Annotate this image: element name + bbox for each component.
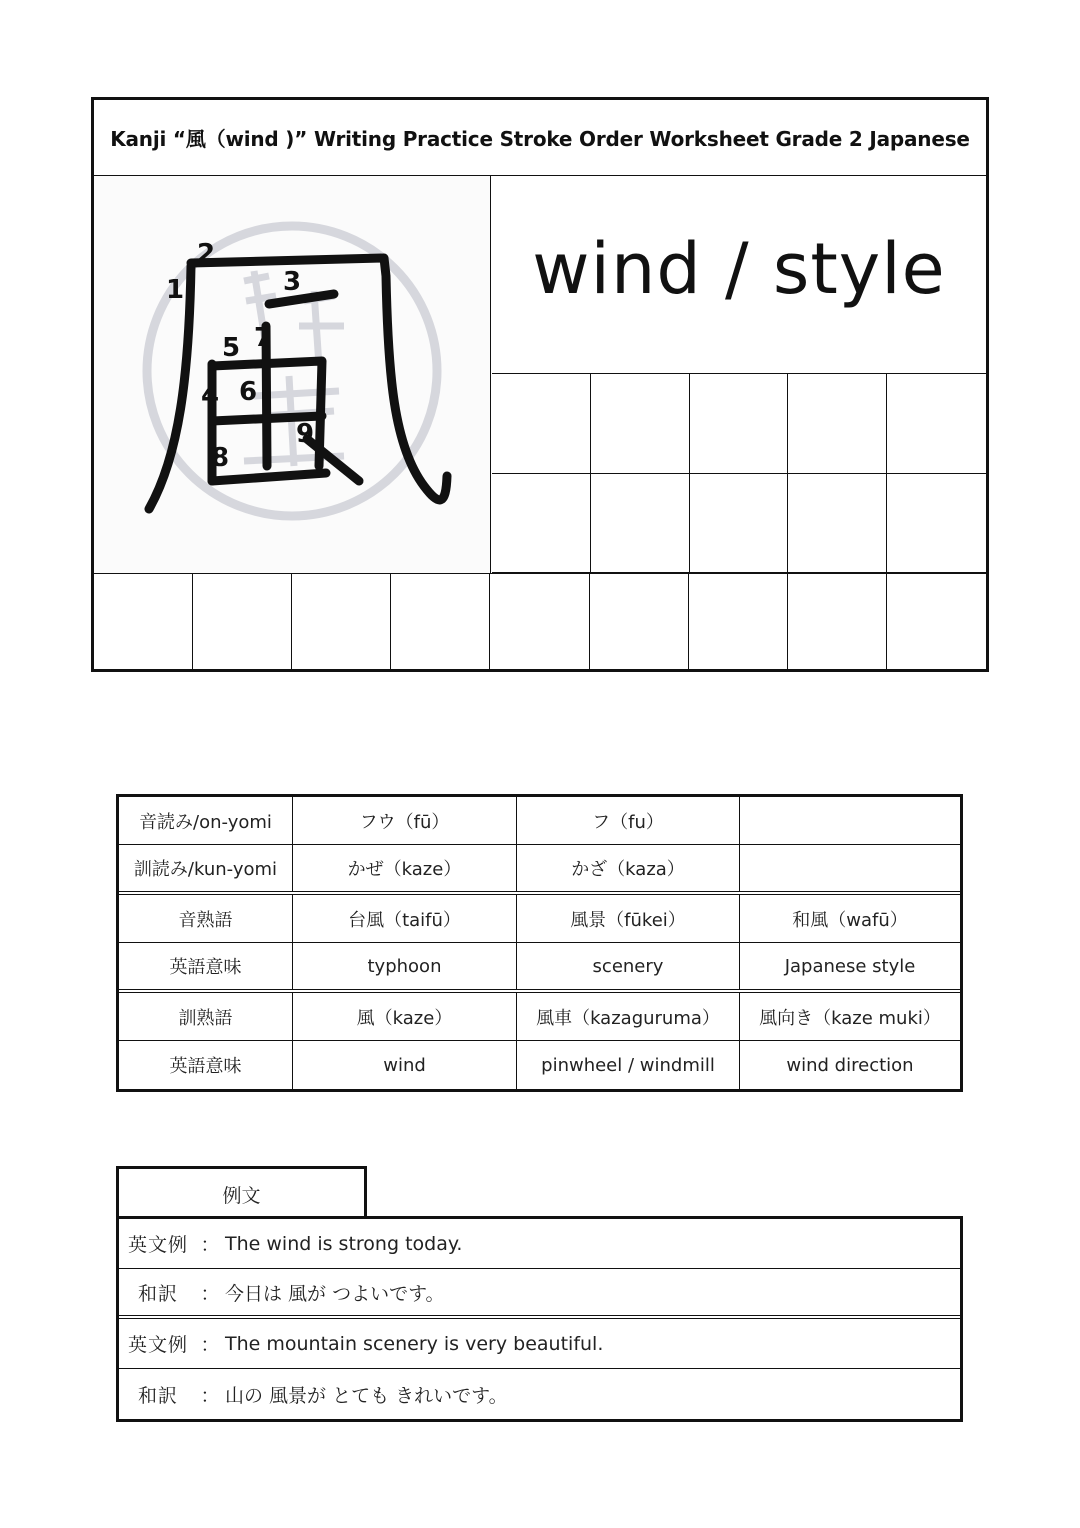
table-cell: scenery (517, 943, 740, 989)
examples-tab: 例文 (116, 1166, 367, 1219)
kanji-meaning: wind / style (532, 227, 946, 310)
practice-cell (490, 574, 589, 669)
example-label: 和訳 (137, 1384, 178, 1407)
example-text: The wind is strong today. (225, 1232, 463, 1255)
table-row (119, 943, 960, 993)
row-label: 音熟語 (119, 895, 293, 942)
practice-cell (292, 574, 391, 669)
practice-cell (887, 474, 986, 574)
example-text: The mountain scenery is very beautiful. (225, 1332, 604, 1355)
worksheet-box (91, 97, 989, 672)
stroke-number: 4 (201, 381, 220, 411)
example-colon: ： (200, 1234, 220, 1256)
table-cell: typhoon (293, 943, 517, 989)
table-cell: かぜ（kaze） (293, 845, 517, 891)
stroke-number: 6 (239, 377, 258, 407)
table-cell (740, 797, 960, 844)
example-label: 和訳 (137, 1282, 178, 1305)
stroke-number: 7 (254, 323, 273, 353)
practice-cell (94, 574, 193, 669)
table-row (119, 1041, 960, 1089)
examples-table (116, 1216, 963, 1422)
practice-cell (689, 574, 788, 669)
table-row (119, 797, 960, 845)
kanji-stroke-order-panel (94, 176, 491, 573)
practice-cell (887, 574, 986, 669)
table-cell: 風向き（kaze muki） (759, 1007, 941, 1029)
table-cell: 風車（kazaguruma） (517, 993, 740, 1040)
row-label: 英語意味 (119, 943, 293, 989)
example-label: 英文例 (127, 1234, 188, 1256)
table-cell: かざ（kaza） (517, 845, 740, 891)
practice-cell (492, 374, 591, 474)
practice-cell (193, 574, 292, 669)
table-cell: 風（kaze） (293, 993, 517, 1040)
practice-cell (690, 474, 789, 574)
practice-cell (591, 474, 690, 574)
stroke-number: 5 (222, 333, 241, 363)
table-cell: wind (293, 1041, 517, 1089)
table-row (119, 895, 960, 943)
practice-grid-bottom (94, 573, 986, 669)
kanji-stroke-diagram (94, 176, 490, 572)
example-label: 英文例 (127, 1334, 188, 1356)
example-colon: ： (200, 1384, 220, 1407)
example-colon: ： (200, 1282, 220, 1305)
stroke-number: 9 (296, 419, 315, 449)
table-cell (740, 845, 960, 891)
practice-grid-right (492, 374, 986, 573)
practice-cell (788, 474, 887, 574)
row-label: 訓読み/kun-yomi (119, 845, 293, 891)
table-cell: Japanese style (784, 955, 916, 977)
example-text: 今日は 風が つよいです。 (225, 1282, 445, 1305)
table-cell: フ（fu） (517, 797, 740, 844)
example-row (119, 1219, 960, 1269)
example-row (119, 1319, 960, 1369)
table-cell: wind direction (786, 1054, 914, 1076)
table-cell: 和風（wafū） (792, 909, 908, 931)
stroke-number: 3 (283, 267, 302, 297)
table-cell: 台風（taifū） (293, 895, 517, 942)
example-row (119, 1369, 960, 1419)
row-label: 訓熟語 (119, 993, 293, 1040)
practice-cell (690, 374, 789, 474)
table-cell: フウ（fū） (293, 797, 517, 844)
row-label: 音読み/on-yomi (119, 797, 293, 844)
practice-cell (788, 374, 887, 474)
practice-cell (591, 374, 690, 474)
example-text: 山の 風景が とても きれいです。 (225, 1384, 508, 1407)
row-label: 英語意味 (119, 1041, 293, 1089)
table-row (119, 845, 960, 895)
stroke-number: 8 (211, 443, 230, 473)
stroke-number: 2 (197, 239, 216, 269)
practice-cell (391, 574, 490, 669)
practice-cell (492, 474, 591, 574)
practice-cell (887, 374, 986, 474)
stroke-number: 1 (166, 275, 185, 305)
table-row (119, 993, 960, 1041)
table-cell: pinwheel / windmill (517, 1041, 740, 1089)
worksheet-title: Kanji “風（wind )” Writing Practice Stroke Order Worksheet Grade 2 Japanese (94, 100, 986, 176)
practice-cell (590, 574, 689, 669)
meaning-box (492, 176, 986, 374)
example-colon: ： (200, 1334, 220, 1356)
example-row (119, 1269, 960, 1319)
readings-table (116, 794, 963, 1092)
practice-cell (788, 574, 887, 669)
table-cell: 風景（fūkei） (517, 895, 740, 942)
